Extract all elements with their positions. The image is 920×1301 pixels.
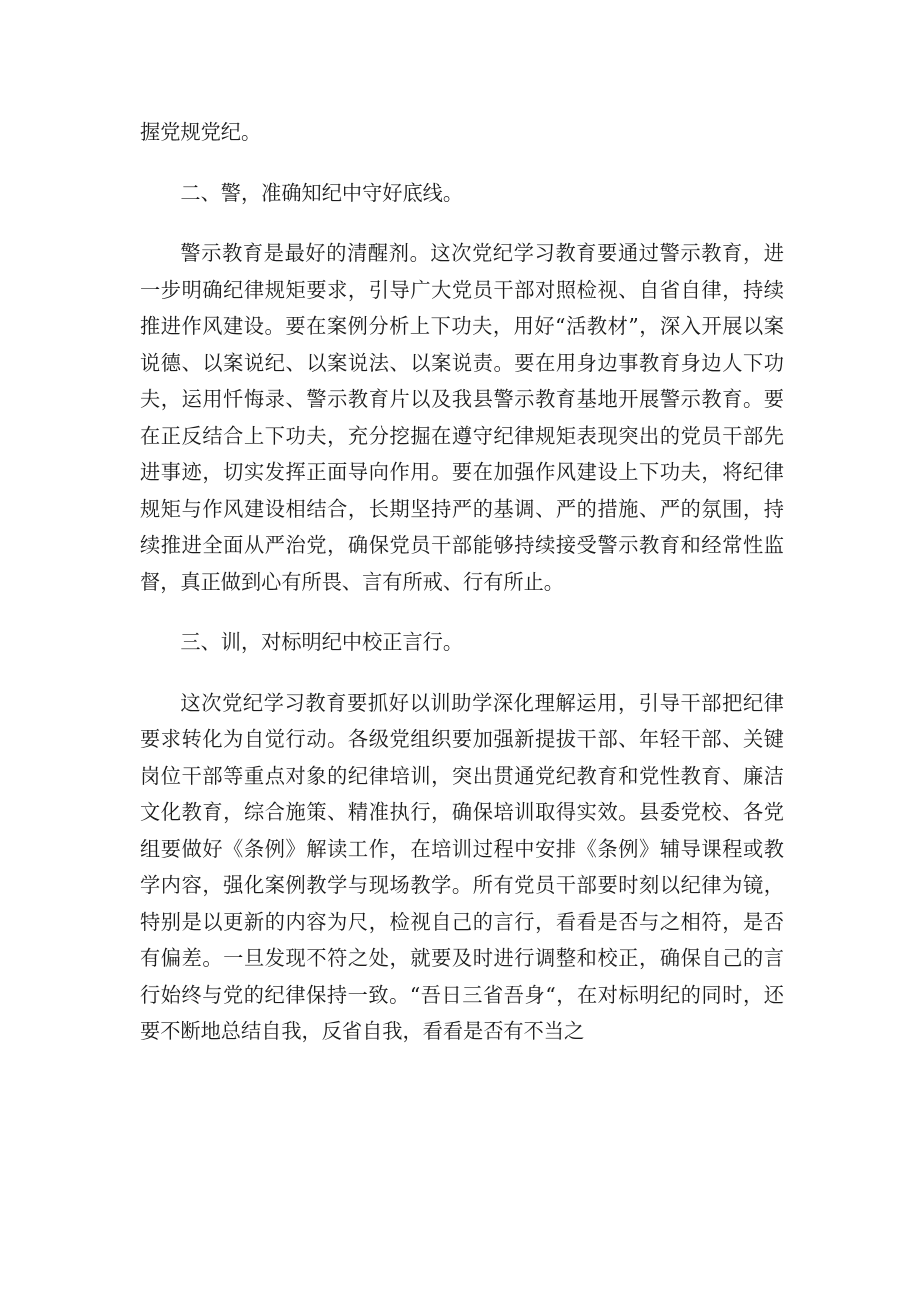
document-page	[140, 114, 784, 1050]
body-paragraph-training: 这次党纪学习教育要抓好以训助学深化理解运用，引导干部把纪律要求转化为自觉行动。各级党组织要加强新提拔干部、年轻干部、关键岗位干部等重点对象的纪律培训，突出贯通党纪教育和党性教育、廉洁文化教育，综合施策、精准执行，确保培训取得实效。县委党校、各党组要做好《条例》解读工作，在培训过程中安排《条例》辅导课程或教学内容，强化案例教学与现场教学。所有党员干部要时刻以纪律为镜，特别是以更新的内容为尺，检视自己的言行，看看是否与之相符，是否有偏差。一旦发现不符之处，就要及时进行调整和校正，确保自己的言行始终与党的纪律保持一致。“吾日三省吾身“，在对标明纪的同时，还要不断地总结自我，反省自我，看看是否有不当之	[140, 690, 784, 1043]
body-paragraph-warning-education: 警示教育是最好的清醒剂。这次党纪学习教育要通过警示教育，进一步明确纪律规矩要求，引导广大党员干部对照检视、自省自律，持续推进作风建设。要在案例分析上下功夫，用好“活教材”，深入开展以案说德、以案说纪、以案说法、以案说责。要在用身边事教育身边人下功夫，运用忏悔录、警示教育片以及我县警示教育基地开展警示教育。要在正反结合上下功夫，充分挖掘在遵守纪律规矩表现突出的党员干部先进事迹，切实发挥正面导向作用。要在加强作风建设上下功夫，将纪律规矩与作风建设相结合，长期坚持严的基调、严的措施、严的氛围，持续推进全面从严治党，确保党员干部能够持续接受警示教育和经常性监督，真正做到心有所畏、言有所戒、行有所止。	[140, 241, 784, 594]
body-paragraph-continued: 握党规党纪。	[140, 120, 262, 144]
section-heading-3: 三、训，对标明纪中校正言行。	[180, 630, 464, 654]
section-heading-2: 二、警，准确知纪中守好底线。	[180, 180, 464, 205]
